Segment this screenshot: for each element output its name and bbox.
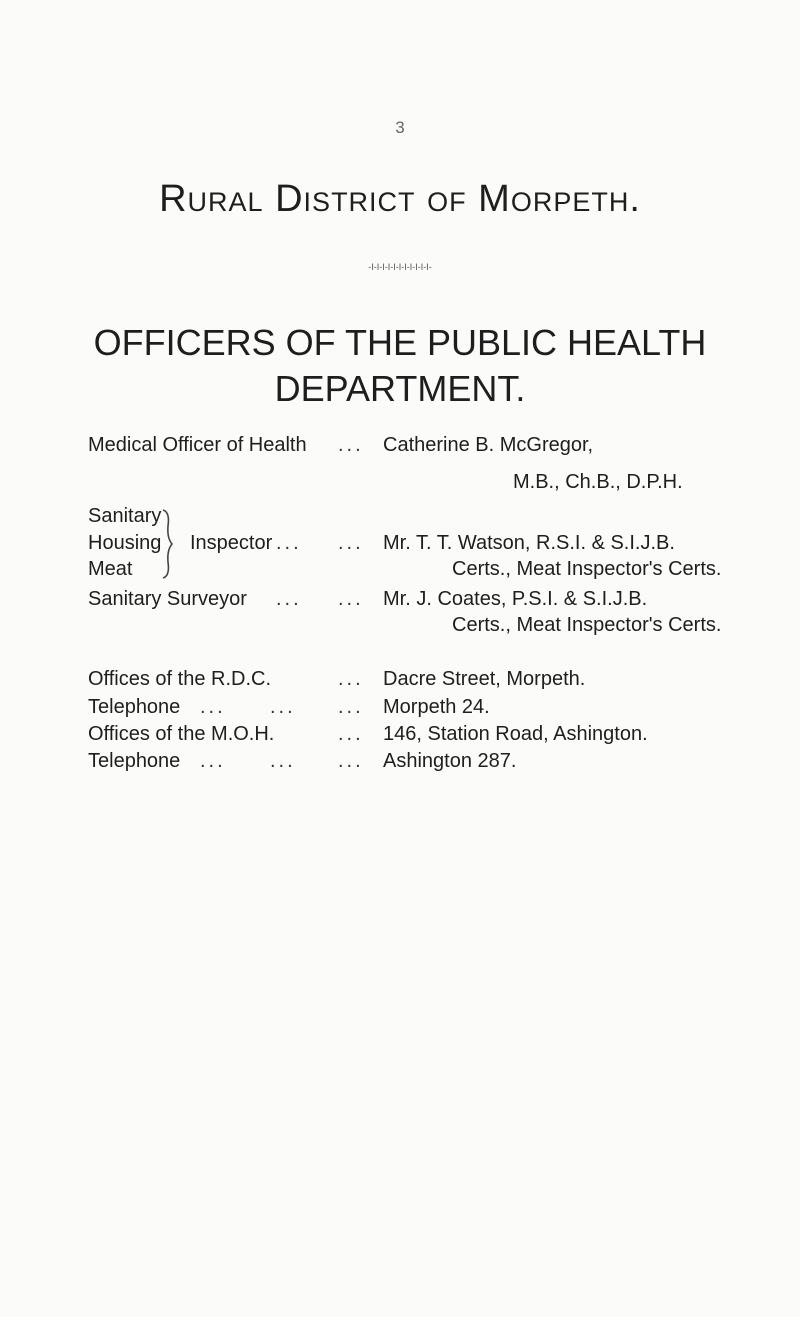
leader-dots: ... — [338, 750, 364, 772]
page-number: 3 — [395, 118, 405, 137]
leader-dots: ... — [338, 723, 364, 745]
leader-dots: ... — [270, 696, 296, 718]
leader-dots: ... — [338, 434, 364, 456]
section-heading — [0, 320, 800, 412]
rdc-phone-value: Morpeth 24. — [383, 696, 490, 718]
ornamental-rule: -I-I-I-I-I-I-I-I-I-I-I- — [368, 262, 432, 272]
leader-dots: ... — [200, 750, 226, 772]
moh-label: Medical Officer of Health — [88, 434, 307, 456]
surveyor-name: Mr. J. Coates, P.S.I. & S.I.J.B. — [383, 588, 648, 610]
inspector-qualifications: Certs., Meat Inspector's Certs. — [452, 558, 722, 580]
leader-dots: ... — [276, 588, 302, 610]
meat-label: Meat — [88, 558, 133, 580]
surveyor-qualifications: Certs., Meat Inspector's Certs. — [452, 614, 722, 636]
housing-label: Housing — [88, 532, 162, 554]
rdc-offices-label: Offices of the R.D.C. — [88, 668, 272, 690]
leader-dots: ... — [338, 588, 364, 610]
surveyor-label: Sanitary Surveyor — [88, 588, 247, 610]
leader-dots: ... — [276, 532, 302, 554]
rdc-phone-label: Telephone — [88, 696, 181, 718]
heading-line-2: DEPARTMENT. — [274, 368, 526, 409]
moh-phone-label: Telephone — [88, 750, 181, 772]
moh-phone-value: Ashington 287. — [383, 750, 517, 772]
moh-offices-label: Offices of the M.O.H. — [88, 723, 275, 745]
leader-dots: ... — [338, 532, 364, 554]
inspector-name: Mr. T. T. Watson, R.S.I. & S.I.J.B. — [383, 532, 675, 554]
moh-offices-value: 146, Station Road, Ashington. — [383, 723, 648, 745]
leader-dots: ... — [338, 668, 364, 690]
sanitary-label: Sanitary — [88, 505, 162, 527]
heading-line-1: OFFICERS OF THE PUBLIC HEALTH — [93, 322, 707, 363]
document-title: Rural District of Morpeth. — [159, 178, 641, 220]
leader-dots: ... — [200, 696, 226, 718]
moh-name: Catherine B. McGregor, — [383, 434, 594, 456]
inspector-role-label: Inspector — [190, 532, 273, 554]
curly-brace-icon — [160, 508, 176, 580]
leader-dots: ... — [338, 696, 364, 718]
moh-qualifications: M.B., Ch.B., D.P.H. — [513, 471, 683, 493]
leader-dots: ... — [270, 750, 296, 772]
rdc-offices-value: Dacre Street, Morpeth. — [383, 668, 586, 690]
